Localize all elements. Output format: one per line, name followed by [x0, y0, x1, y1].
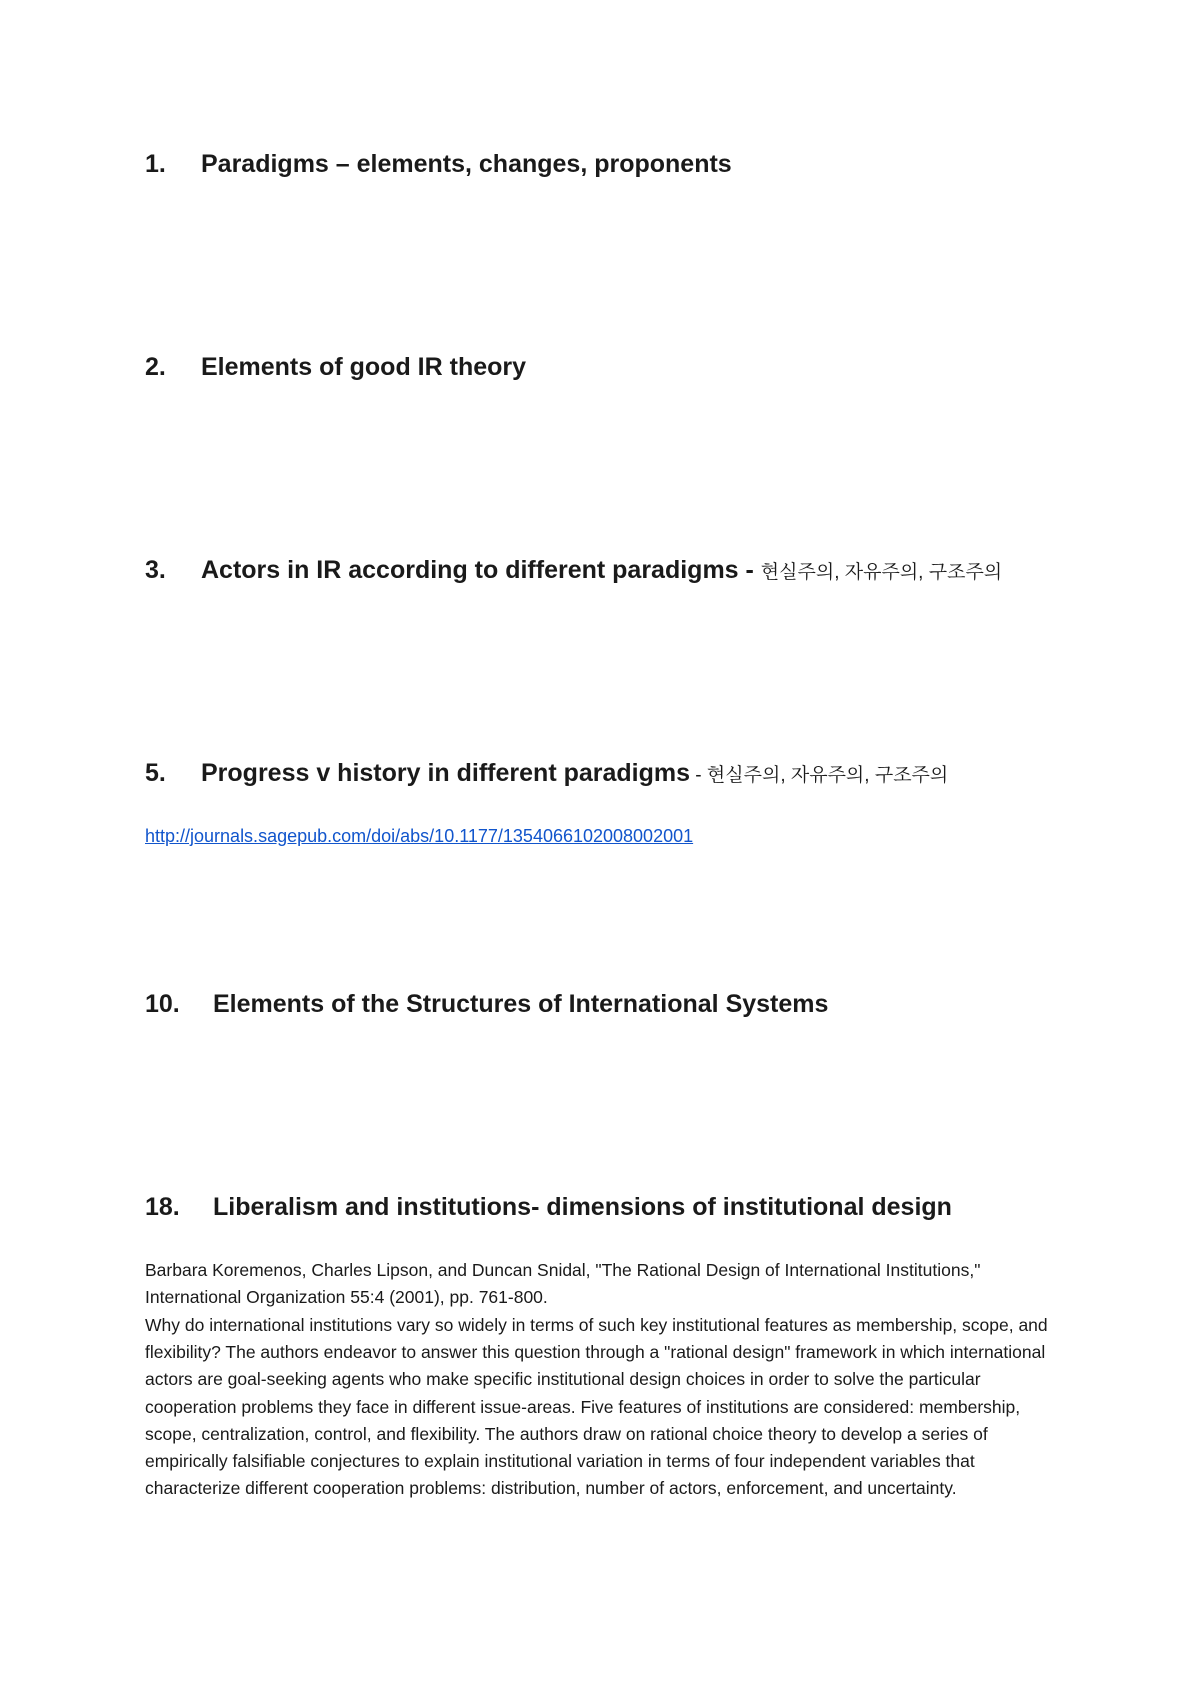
section-title-suffix: - 현실주의, 자유주의, 구조주의 — [690, 765, 949, 786]
section-heading-2 — [145, 351, 526, 383]
section-number: 2. — [145, 353, 166, 381]
reference-link[interactable]: http://journals.sagepub.com/doi/abs/10.1177/1354066102008002001 — [145, 826, 694, 846]
section-title: Elements of good IR theory — [201, 353, 527, 381]
section-title: Paradigms – elements, changes, proponents — [201, 150, 732, 178]
section-title: Actors in IR according to different paradigms - — [201, 556, 761, 584]
section-title-suffix: 현실주의, 자유주의, 구조주의 — [760, 562, 1003, 583]
section-heading-5 — [145, 757, 948, 792]
abstract-text: Why do international institutions vary so widely in terms of such key institutional features as membership, scope, and flexibility? The authors endeavor to answer this question through a "rational design" framework in which international actors are goal-seeking agents who make specific institutional design choices in order to solve the particular cooperation problems they face in different issue-areas. Five features of institutions are considered: membership, scope, centralization, control, and flexibility. The authors draw on rational choice theory to develop a series of empirically falsifiable conjectures to explain institutional variation in terms of four independent variables that characterize different cooperation problems: distribution, number of actors, enforcement, and uncertainty. — [145, 1315, 1048, 1499]
citation-text: Barbara Koremenos, Charles Lipson, and Duncan Snidal, "The Rational Design of International Institutions," International Organization 55:4 (2001), pp. 761-800. — [145, 1260, 981, 1308]
section-title: Progress v history in different paradigms — [201, 759, 691, 787]
section-heading-18 — [145, 1191, 952, 1223]
section-number: 3. — [145, 556, 166, 584]
section-heading-3 — [145, 554, 1002, 589]
section-number: 10. — [145, 990, 180, 1018]
section-number: 1. — [145, 150, 166, 178]
section-heading-10 — [145, 988, 828, 1020]
section-number: 18. — [145, 1193, 180, 1221]
section-title: Elements of the Structures of International Systems — [213, 990, 829, 1018]
section-title: Liberalism and institutions- dimensions of institutional design — [213, 1193, 952, 1221]
section-number: 5. — [145, 759, 166, 787]
section-heading-1 — [145, 148, 732, 180]
